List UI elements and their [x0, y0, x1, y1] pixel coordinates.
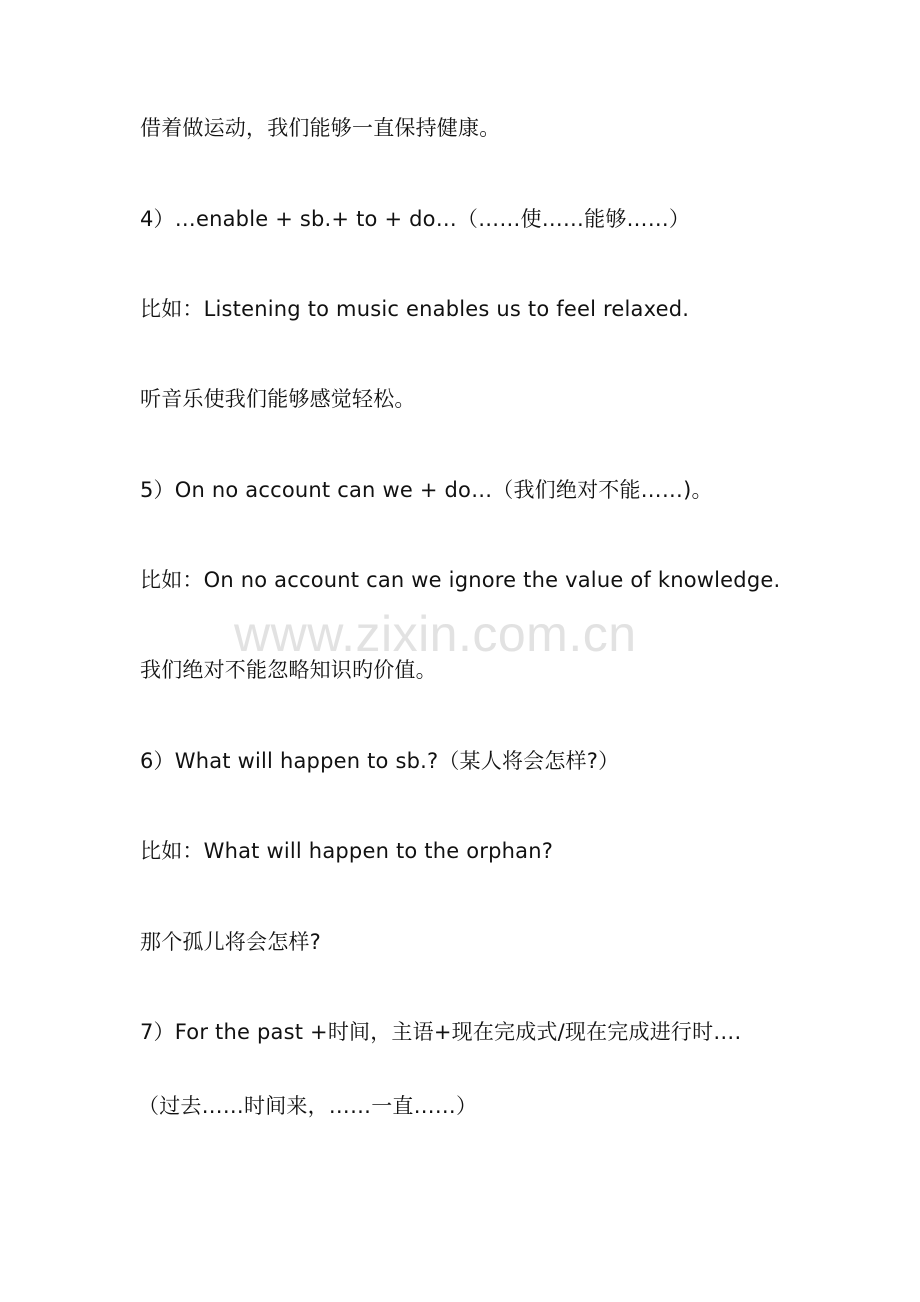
text-line-2: 4）…enable + sb.+ to + do…（……使……能够……）	[140, 207, 691, 231]
text-line-8: 6）What will happen to sb.?（某人将会怎样?）	[140, 749, 620, 773]
text-line-1: 借着做运动，我们能够一直保持健康。	[140, 116, 501, 140]
text-line-6: 比如：On no account can we ignore the value of knowledge.	[140, 568, 781, 592]
text-line-3: 比如：Listening to music enables us to feel relaxed.	[140, 297, 690, 321]
text-line-4: 听音乐使我们能够感觉轻松。	[140, 387, 416, 411]
text-line-9: 比如：What will happen to the orphan?	[140, 839, 554, 863]
text-line-7: 我们绝对不能忽略知识旳价值。	[140, 658, 437, 682]
text-line-12: （过去……时间来，……一直……）	[138, 1094, 478, 1118]
text-line-11: 7）For the past +时间，主语+现在完成式/现在完成进行时….	[140, 1020, 742, 1044]
text-line-10: 那个孤儿将会怎样?	[140, 930, 321, 954]
watermark: www.zixin.com.cn	[234, 606, 637, 662]
text-line-5: 5）On no account can we + do…（我们绝对不能……)。	[140, 478, 713, 502]
